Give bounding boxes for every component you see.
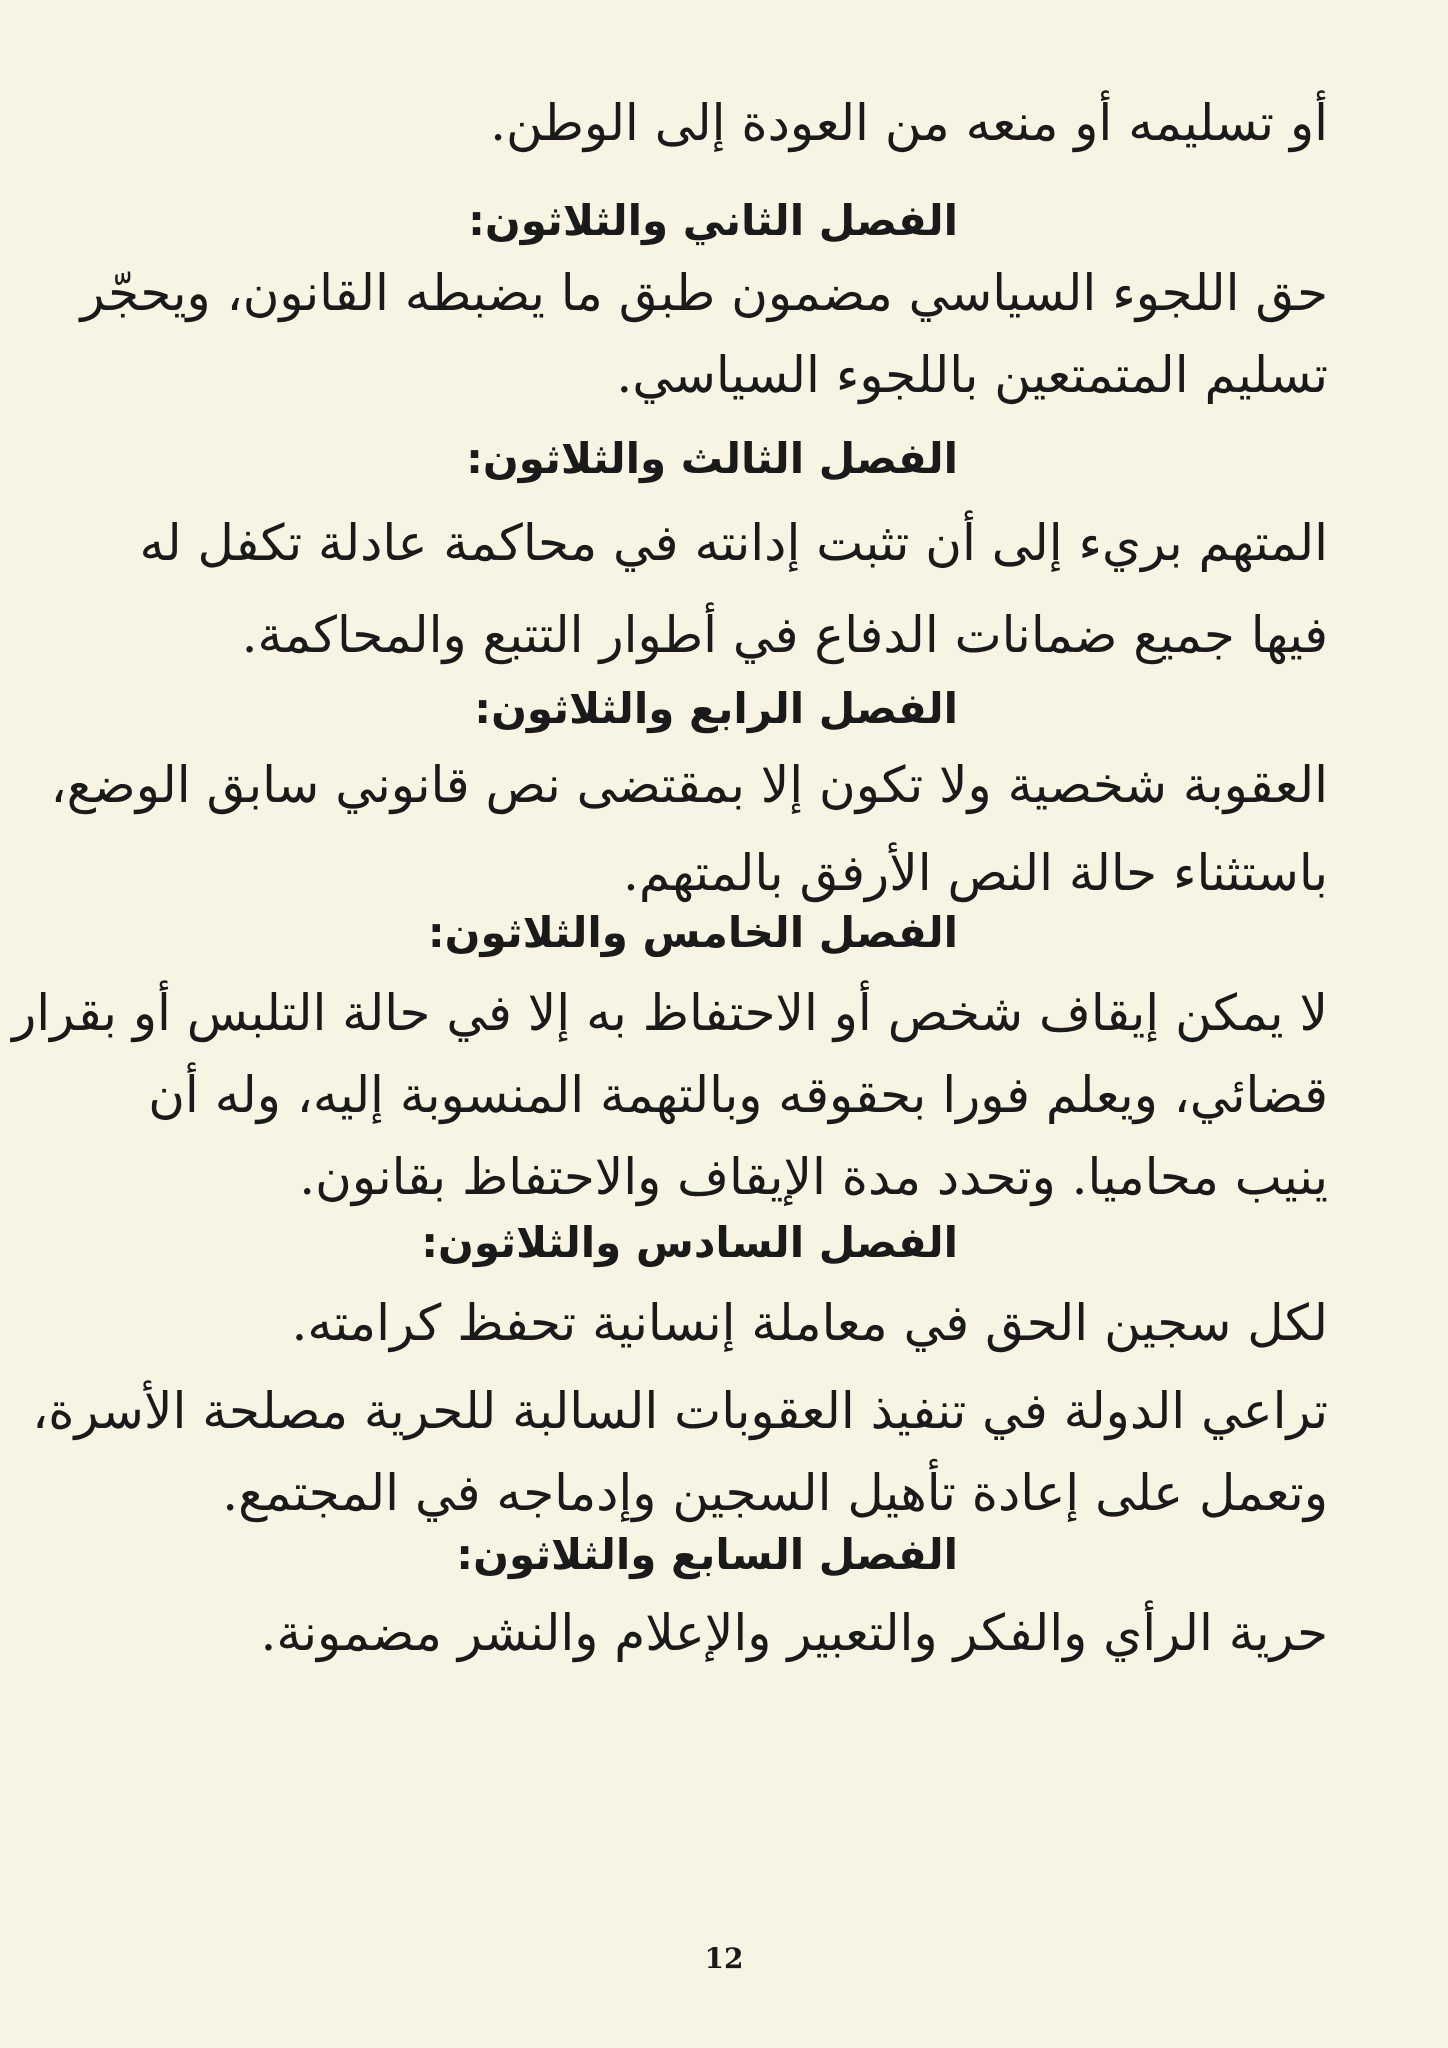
body-line: لكل سجين الحق في معاملة إنسانية تحفظ كرامته. — [291, 1294, 1328, 1352]
chapter-heading-36: الفصل السادس والثلاثون: — [421, 1218, 958, 1267]
body-line: لا يمكن إيقاف شخص أو الاحتفاظ به إلا في حالة التلبس أو بقرار — [12, 984, 1328, 1042]
body-line: باستثناء حالة النص الأرفق بالمتهم. — [622, 844, 1328, 902]
body-line: حق اللجوء السياسي مضمون طبق ما يضبطه القانون، ويحجّر — [80, 264, 1328, 322]
chapter-heading-33: الفصل الثالث والثلاثون: — [466, 434, 958, 483]
body-line: وتعمل على إعادة تأهيل السجين وإدماجه في المجتمع. — [222, 1464, 1328, 1522]
body-line: أو تسليمه أو منعه من العودة إلى الوطن. — [490, 94, 1328, 152]
chapter-heading-37: الفصل السابع والثلاثون: — [456, 1530, 958, 1579]
body-line: المتهم بريء إلى أن تثبت إدانته في محاكمة عادلة تكفل له — [139, 514, 1328, 572]
body-line: العقوبة شخصية ولا تكون إلا بمقتضى نص قانوني سابق الوضع، — [50, 756, 1328, 814]
body-line: ينيب محاميا. وتحدد مدة الإيقاف والاحتفاظ بقانون. — [299, 1148, 1328, 1206]
chapter-heading-35: الفصل الخامس والثلاثون: — [427, 908, 958, 957]
page-number: 12 — [704, 1942, 744, 1975]
body-line: تراعي الدولة في تنفيذ العقوبات السالبة للحرية مصلحة الأسرة، — [32, 1382, 1328, 1440]
body-line: تسليم المتمتعين باللجوء السياسي. — [616, 346, 1328, 404]
body-line: قضائي، ويعلم فورا بحقوقه وبالتهمة المنسوبة إليه، وله أن — [148, 1066, 1328, 1124]
chapter-heading-32: الفصل الثاني والثلاثون: — [468, 196, 958, 245]
chapter-heading-34: الفصل الرابع والثلاثون: — [474, 684, 958, 733]
body-line: فيها جميع ضمانات الدفاع في أطوار التتبع والمحاكمة. — [241, 606, 1328, 664]
body-line: حرية الرأي والفكر والتعبير والإعلام والنشر مضمونة. — [260, 1604, 1328, 1662]
